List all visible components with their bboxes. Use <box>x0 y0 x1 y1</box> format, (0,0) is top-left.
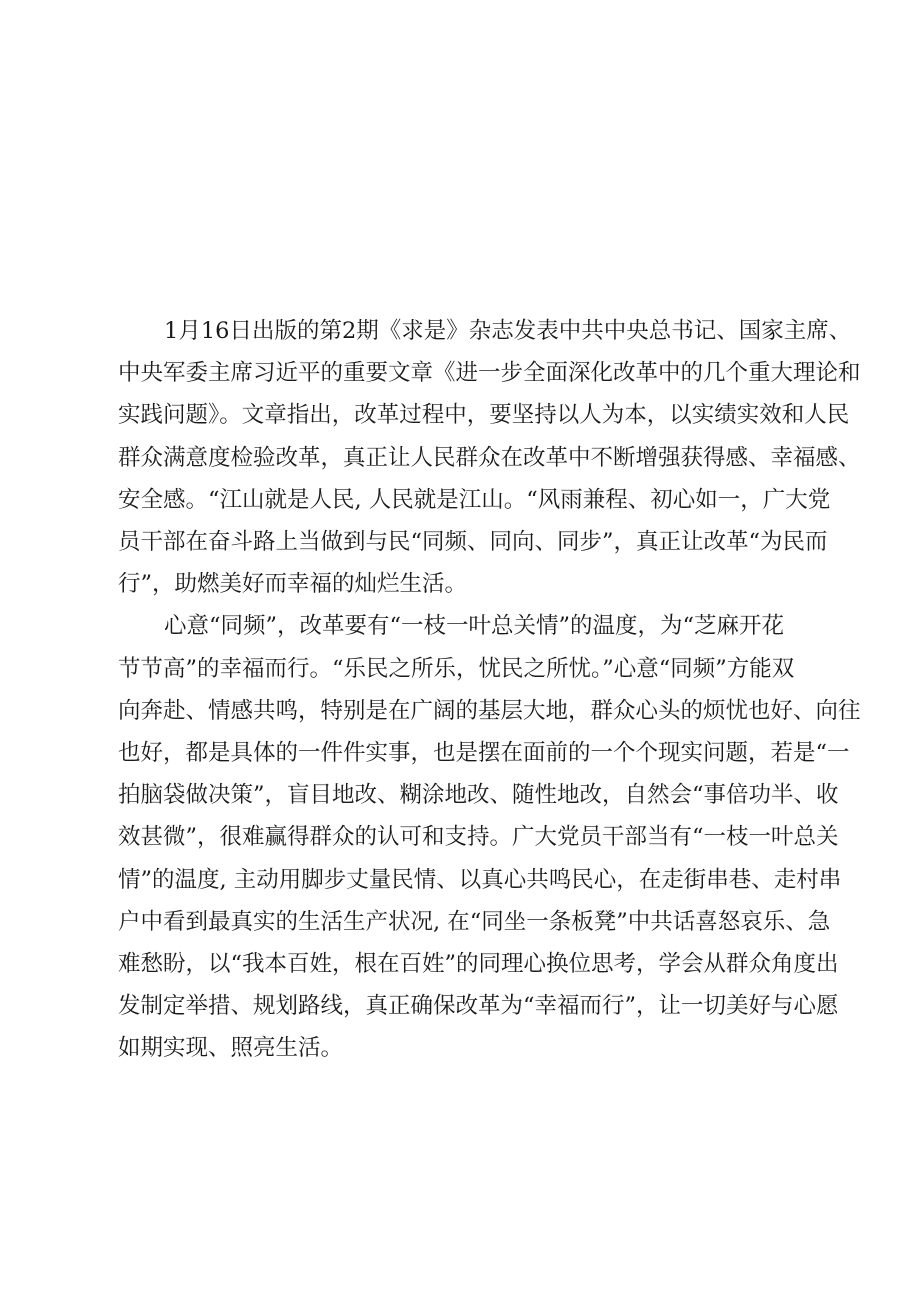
text-line: 中央军委主席习近平的重要文章《进一步全面深化改革中的几个重大理论和 <box>118 360 861 387</box>
text-line: 员干部在奋斗路上当做到与民“同频、同向、同步”，真正让改革“为民而 <box>118 529 828 556</box>
text-line: 实践问题》。文章指出，改革过程中，要坚持以人为本，以实绩实效和人民 <box>118 402 850 429</box>
text-line: 拍脑袋做决策”，盲目地改、糊涂地改、随性地改，自然会“事倍功半、收 <box>118 782 839 809</box>
text-line: 情”的温度, 主动用脚步丈量民情、以真心共鸣民心，在走街串巷、走村串 <box>118 866 842 893</box>
text-line: 向奔赴、情感共鸣，特别是在广阔的基层大地，群众心头的烦忧也好、向往 <box>118 697 861 724</box>
text-line: 也好，都是具体的一件件实事，也是摆在面前的一个个现实问题，若是“一 <box>118 740 850 767</box>
text-line: 效甚微”，很难赢得群众的认可和支持。广大党员干部当有“一枝一叶总关 <box>118 824 839 851</box>
paragraph-1 <box>118 310 861 605</box>
text-line: 户中看到最真实的生活生产状况, 在“同坐一条板凳”中共话喜怒哀乐、急 <box>118 908 831 935</box>
text-line: 1月16日出版的第2期《求是》杂志发表中共中央总书记、国家主席、 <box>164 318 852 344</box>
text-line: 节节高”的幸福而行。“乐民之所乐，忧民之所忧。”心意“同频”方能双 <box>118 655 795 682</box>
text-line: 行”，助燃美好而幸福的灿烂生活。 <box>118 571 468 598</box>
article-body <box>118 310 861 1070</box>
text-line: 心意“同频”，改革要有“一枝一叶总关情”的温度，为“芝麻开花 <box>164 613 785 640</box>
text-line: 发制定举措、规划路线，真正确保改革为“幸福而行”，让一切美好与心愿 <box>118 993 839 1020</box>
text-line: 安全感。“江山就是人民, 人民就是江山。“风雨兼程、初心如一，广大党 <box>118 486 831 513</box>
text-line: 群众满意度检验改革，真正让人民群众在改革中不断增强获得感、幸福感、 <box>118 444 861 471</box>
text-line: 如期实现、照亮生活。 <box>118 1035 344 1062</box>
paragraph-2 <box>118 605 861 1069</box>
text-line: 难愁盼，以“我本百姓，根在百姓”的同理心换位思考，学会从群众角度出 <box>118 951 839 978</box>
